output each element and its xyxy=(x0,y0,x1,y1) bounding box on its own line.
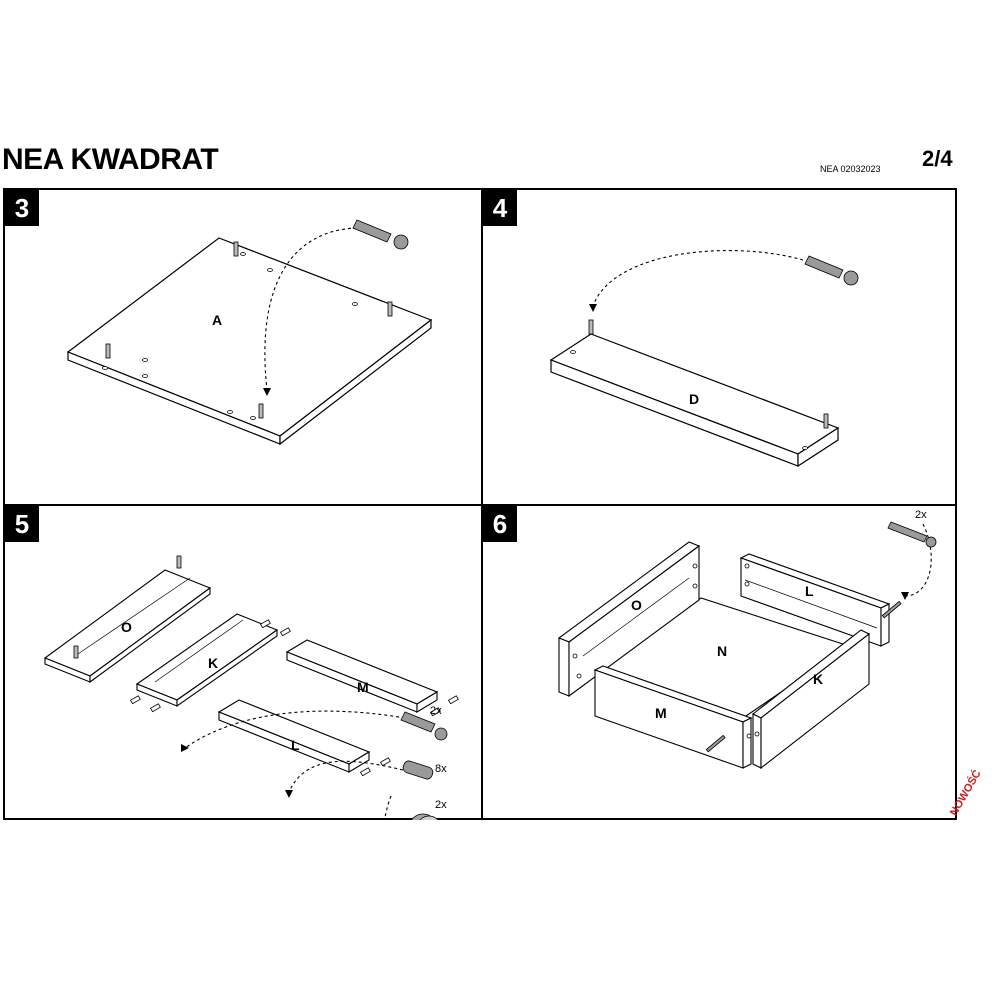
part-label-M: M xyxy=(655,705,667,721)
wooden-dowel-icon xyxy=(402,760,434,781)
step-number: 5 xyxy=(5,506,39,542)
insert-arrow xyxy=(593,251,803,306)
step-number: 3 xyxy=(5,190,39,226)
cam-lock-icon xyxy=(409,814,441,820)
insert-arrow xyxy=(381,796,391,820)
step-6-drawing xyxy=(483,506,958,820)
part-label-M: M xyxy=(357,679,369,695)
part-label-K: K xyxy=(208,655,219,671)
board-A xyxy=(68,238,431,444)
arrow-head xyxy=(901,592,909,600)
step-3-drawing xyxy=(5,190,480,504)
part-label-L: L xyxy=(291,737,300,753)
screw-icon xyxy=(888,522,936,547)
step-5-panel xyxy=(5,506,480,820)
step-6-panel xyxy=(483,506,958,820)
instruction-grid xyxy=(3,188,957,820)
step-5-drawing xyxy=(5,506,480,820)
part-label-L: L xyxy=(805,583,814,599)
part-label-O: O xyxy=(631,597,642,613)
new-product-stamp: NOWOŚĆ xyxy=(948,768,984,818)
arrow-head xyxy=(589,304,597,312)
quantity-screw: 2x xyxy=(915,509,927,521)
quantity-dowel: 8x xyxy=(435,763,447,775)
arrow-head xyxy=(285,790,293,798)
page-number: 2/4 xyxy=(922,146,953,171)
cam-pin-icon xyxy=(353,220,408,249)
quantity-cam-pin: 2x xyxy=(430,705,442,717)
step-4-drawing xyxy=(483,190,958,504)
step-4-panel xyxy=(483,190,958,504)
page-title: NEA KWADRAT xyxy=(2,143,219,176)
board-L xyxy=(219,700,369,772)
part-label-D: D xyxy=(689,391,700,407)
part-label-N: N xyxy=(717,643,728,659)
part-label-K: K xyxy=(813,671,824,687)
part-label-O: O xyxy=(121,619,132,635)
part-label-A: A xyxy=(212,312,223,328)
step-number: 6 xyxy=(483,506,517,542)
document-code: NEA 02032023 xyxy=(820,164,881,174)
step-number: 4 xyxy=(483,190,517,226)
quantity-cam-lock: 2x xyxy=(435,799,447,811)
board-M xyxy=(287,640,437,712)
step-3-panel xyxy=(5,190,480,504)
arrow-head xyxy=(181,744,189,752)
cam-pin-icon xyxy=(805,256,858,285)
